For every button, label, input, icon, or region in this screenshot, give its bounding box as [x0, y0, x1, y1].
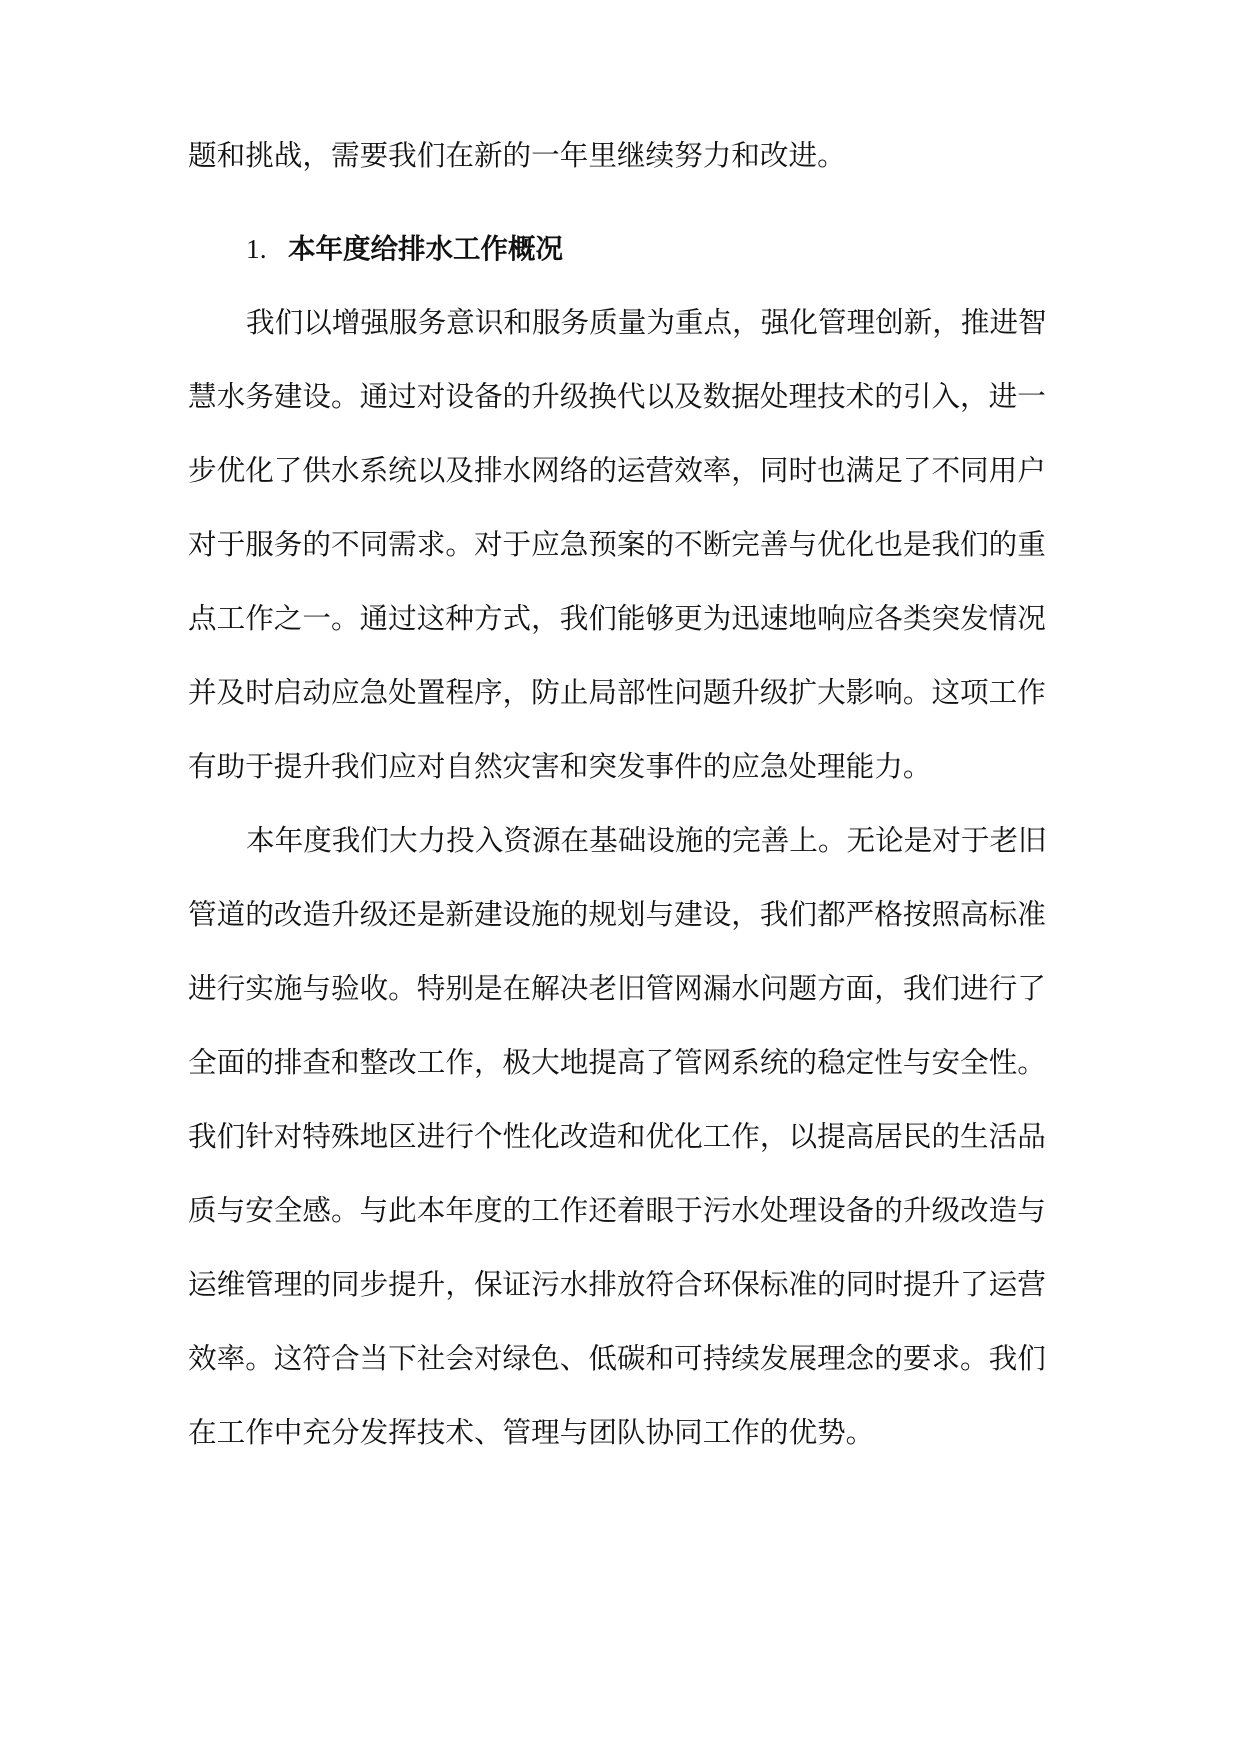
section-number: 1.	[246, 233, 267, 264]
paragraph-line: 有助于提升我们应对自然灾害和突发事件的应急处理能力。	[188, 749, 932, 783]
paragraph-line: 我们针对特殊地区进行个性化改造和优化工作，以提高居民的生活品	[188, 1119, 1046, 1153]
section-title: 本年度给排水工作概况	[288, 233, 563, 265]
paragraph-line: 本年度我们大力投入资源在基础设施的完善上。无论是对于老旧	[246, 823, 1047, 857]
paragraph-line: 进行实施与验收。特别是在解决老旧管网漏水问题方面，我们进行了	[188, 971, 1046, 1005]
paragraph-line: 并及时启动应急处置程序，防止局部性问题升级扩大影响。这项工作	[188, 675, 1046, 709]
paragraph-line: 对于服务的不同需求。对于应急预案的不断完善与优化也是我们的重	[188, 527, 1046, 561]
section-heading	[246, 212, 1126, 286]
paragraph-line: 质与安全感。与此本年度的工作还着眼于污水处理设备的升级改造与	[188, 1193, 1046, 1227]
paragraph-line: 我们以增强服务意识和服务质量为重点，强化管理创新，推进智	[246, 305, 1047, 339]
paragraph-line: 点工作之一。通过这种方式，我们能够更为迅速地响应各类突发情况	[188, 601, 1046, 635]
paragraph-line: 管道的改造升级还是新建设施的规划与建设，我们都严格按照高标准	[188, 897, 1046, 931]
paragraph-line: 效率。这符合当下社会对绿色、低碳和可持续发展理念的要求。我们	[188, 1341, 1046, 1375]
paragraph-line: 全面的排查和整改工作，极大地提高了管网系统的稳定性与安全性。	[188, 1045, 1046, 1079]
carryover-line: 题和挑战，需要我们在新的一年里继续努力和改进。	[188, 138, 846, 172]
paragraph-line: 运维管理的同步提升，保证污水排放符合环保标准的同时提升了运营	[188, 1267, 1046, 1301]
paragraph-line: 步优化了供水系统以及排水网络的运营效率，同时也满足了不同用户	[188, 453, 1046, 487]
paragraph-line: 慧水务建设。通过对设备的升级换代以及数据处理技术的引入，进一	[188, 379, 1046, 413]
paragraph-line: 在工作中充分发挥技术、管理与团队协同工作的优势。	[188, 1415, 875, 1449]
